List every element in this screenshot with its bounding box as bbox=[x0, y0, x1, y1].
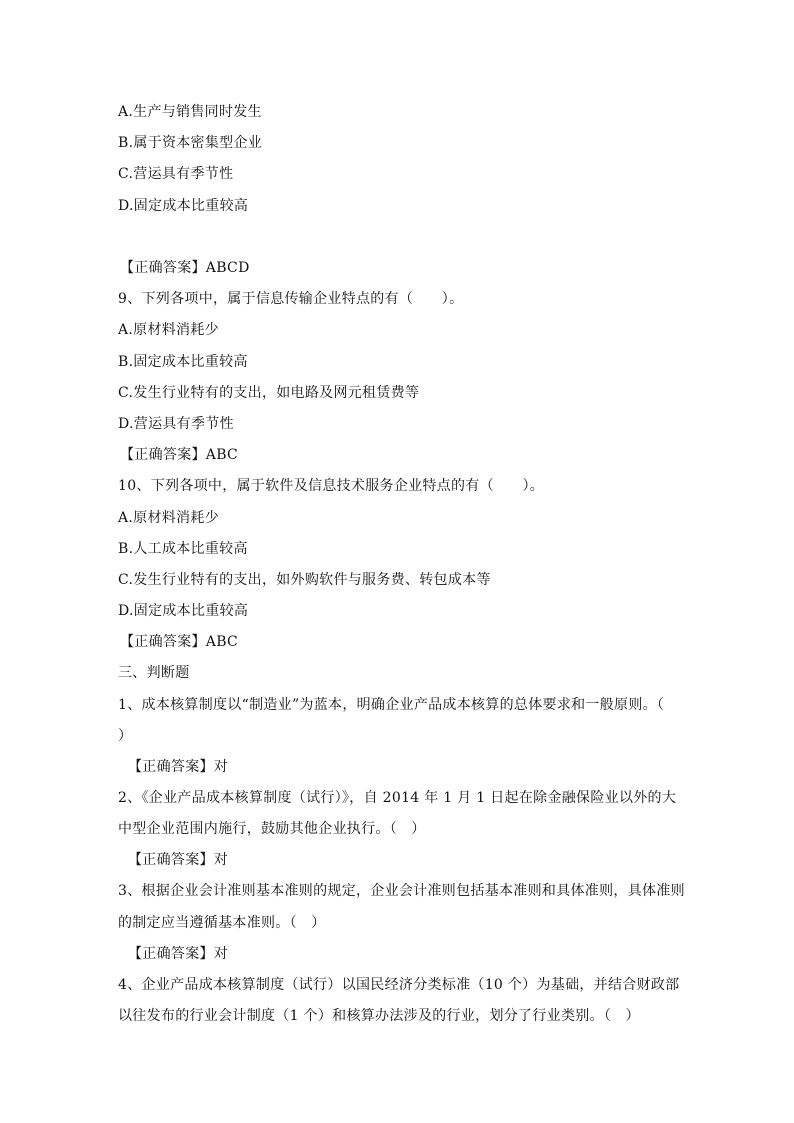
option-a: A.生产与销售同时发生 bbox=[118, 104, 262, 120]
judge-3-line-1: 3、根据企业会计准则基本准则的规定，企业会计准则包括基本准则和具体准则，具体准则 bbox=[118, 883, 685, 899]
judge-3-line-2: 的制定应当遵循基本准则。（ ） bbox=[118, 915, 326, 931]
judge-4-line-2: 以往发布的行业会计制度（1 个）和核算办法涉及的行业，划分了行业类别。（ ） bbox=[118, 1008, 640, 1024]
section-heading: 三、判断题 bbox=[118, 665, 190, 681]
q10-option-d: D.固定成本比重较高 bbox=[118, 603, 249, 619]
judge-1-line-1: 1、成本核算制度以“制造业”为蓝本，明确企业产品成本核算的总体要求和一般原则。（ bbox=[118, 697, 665, 713]
judge-3-answer: 【正确答案】对 bbox=[128, 946, 229, 962]
judge-2-answer: 【正确答案】对 bbox=[128, 852, 229, 868]
q9-option-c: C.发生行业特有的支出，如电路及网元租赁费等 bbox=[118, 385, 420, 401]
q10-option-c: C.发生行业特有的支出，如外购软件与服务费、转包成本等 bbox=[118, 572, 491, 588]
judge-1-line-2: ） bbox=[118, 728, 133, 744]
option-d: D.固定成本比重较高 bbox=[118, 198, 249, 214]
q9-option-d: D.营运具有季节性 bbox=[118, 416, 234, 432]
answer-8: 【正确答案】ABCD bbox=[120, 260, 250, 276]
answer-10: 【正确答案】ABC bbox=[120, 634, 239, 650]
judge-4-line-1: 4、企业产品成本核算制度（试行）以国民经济分类标准（10 个）为基础，并结合财政部 bbox=[118, 977, 680, 993]
q9-option-a: A.原材料消耗少 bbox=[118, 322, 219, 338]
judge-2-line-1: 2、《企业产品成本核算制度（试行）》，自 2014 年 1 月 1 日起在除金融保险业以外的大 bbox=[118, 790, 677, 806]
q10-option-a: A.原材料消耗少 bbox=[118, 510, 219, 526]
option-b: B.属于资本密集型企业 bbox=[118, 135, 263, 151]
judge-2-line-2: 中型企业范围内施行，鼓励其他企业执行。（ ） bbox=[118, 821, 426, 837]
judge-1-answer: 【正确答案】对 bbox=[128, 759, 229, 775]
question-9: 9、下列各项中，属于信息传输企业特点的有（ ）。 bbox=[118, 291, 464, 307]
option-c: C.营运具有季节性 bbox=[118, 166, 234, 182]
q10-option-b: B.人工成本比重较高 bbox=[118, 541, 248, 557]
question-10: 10、下列各项中，属于软件及信息技术服务企业特点的有（ ）。 bbox=[118, 478, 545, 494]
q9-option-b: B.固定成本比重较高 bbox=[118, 354, 248, 370]
answer-9: 【正确答案】ABC bbox=[120, 447, 239, 463]
